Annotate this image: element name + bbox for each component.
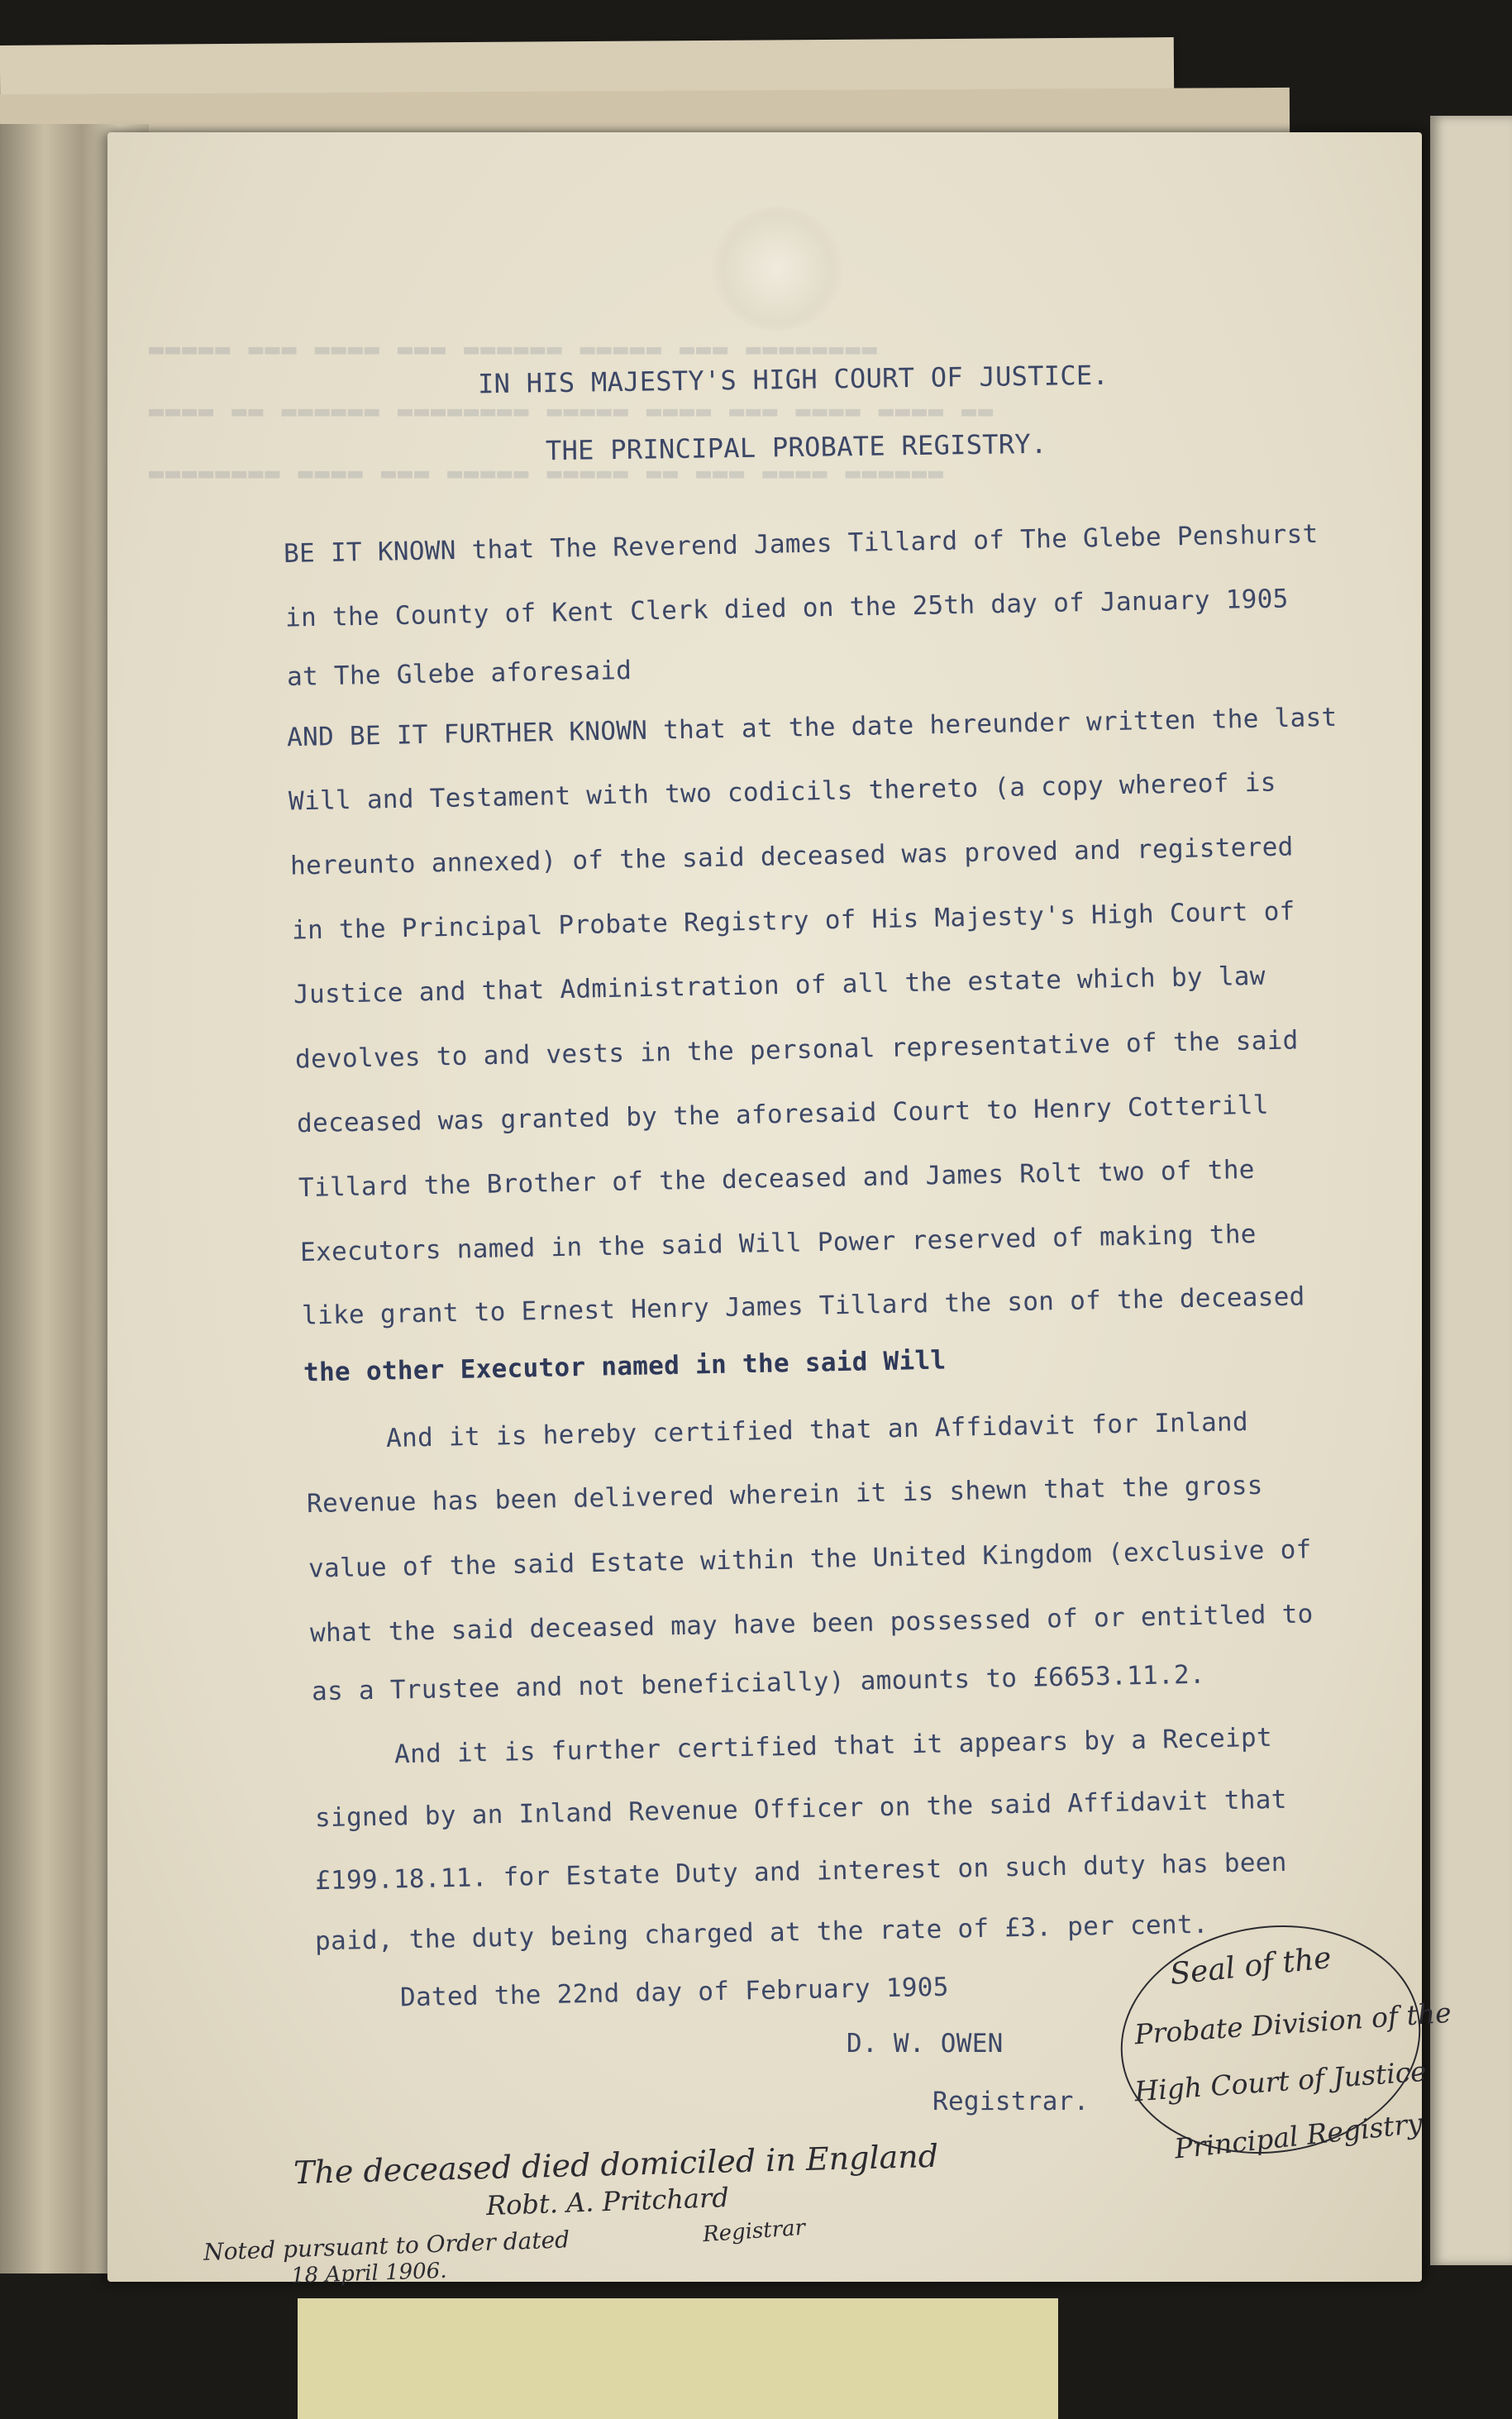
body-line: value of the said Estate within the United Kingdom (exclusive of (308, 1534, 1312, 1584)
body-line: like grant to Ernest Henry James Tillard the son of the deceased (301, 1281, 1305, 1331)
body-line-bold: the other Executor named in the said Will (303, 1345, 947, 1388)
body-line: what the said deceased may have been possessed of or entitled to (309, 1599, 1314, 1648)
seal-line: Principal Registry (1172, 2106, 1424, 2165)
right-facing-page (1430, 116, 1512, 2265)
body-line: hereunto annexed) of the said deceased was proved and registered (289, 832, 1294, 881)
registrar-title: Registrar. (932, 2087, 1090, 2116)
order-date: 18 April 1906. (290, 2258, 447, 2289)
body-line: And it is hereby certified that an Affidavit for Inland (385, 1406, 1249, 1454)
body-line: as a Trustee and not beneficially) amounts to £6653.11.2. (311, 1659, 1206, 1707)
body-line: And it is further certified that it appears by a Receipt (394, 1722, 1273, 1770)
body-line: signed by an Inland Revenue Officer on the said Affidavit that (314, 1784, 1287, 1834)
embossed-crest (711, 207, 843, 331)
body-line: in the County of Kent Clerk died on the 25th day of January 1905 (284, 584, 1289, 633)
body-line: BE IT KNOWN that The Reverend James Tillard of The Glebe Penshurst (283, 518, 1319, 570)
body-line: devolves to and vests in the personal representative of the said (294, 1025, 1299, 1075)
registry-heading: THE PRINCIPAL PROBATE REGISTRY. (545, 427, 1047, 467)
body-line: Tillard the Brother of the deceased and James Rolt two of the (298, 1154, 1256, 1204)
body-line: AND BE IT FURTHER KNOWN that at the date hereunder written the last (286, 702, 1338, 753)
bottom-paper-slip (298, 2298, 1058, 2419)
registrar-signature: Robt. A. Pritchard (485, 2181, 730, 2222)
body-line: Executors named in the said Will Power reserved of making the (299, 1219, 1257, 1268)
dated-line: Dated the 22nd day of February 1905 (399, 1972, 950, 2013)
body-line: in the Principal Probate Registry of His Majesty's High Court of (291, 896, 1295, 946)
court-heading: IN HIS MAJESTY'S HIGH COURT OF JUSTICE. (477, 359, 1109, 400)
seal-line: Probate Division of the (1133, 1996, 1452, 2051)
registrar-signature-title: Registrar (702, 2215, 806, 2248)
body-line: £199.18.11. for Estate Duty and interest on such duty has been (314, 1847, 1287, 1897)
body-line: Revenue has been delivered wherein it is shewn that the gross (306, 1470, 1264, 1520)
order-note: Noted pursuant to Order dated (203, 2226, 570, 2266)
body-line: deceased was granted by the aforesaid Court to Henry Cotterill (296, 1090, 1269, 1139)
seal-line: High Court of Justice (1133, 2054, 1428, 2108)
body-line: at The Glebe aforesaid (286, 655, 632, 693)
body-line: paid, the duty being charged at the rate of £3. per cent. (314, 1909, 1209, 1957)
registrar-name: D. W. OWEN (847, 2029, 1004, 2059)
seal-line: Seal of the (1168, 1940, 1333, 1992)
body-line: Justice and that Administration of all the estate which by law (293, 961, 1266, 1010)
domicile-note: The deceased died domiciled in England (293, 2137, 939, 2192)
body-line: Will and Testament with two codicils thereto (a copy whereof is (288, 767, 1276, 817)
